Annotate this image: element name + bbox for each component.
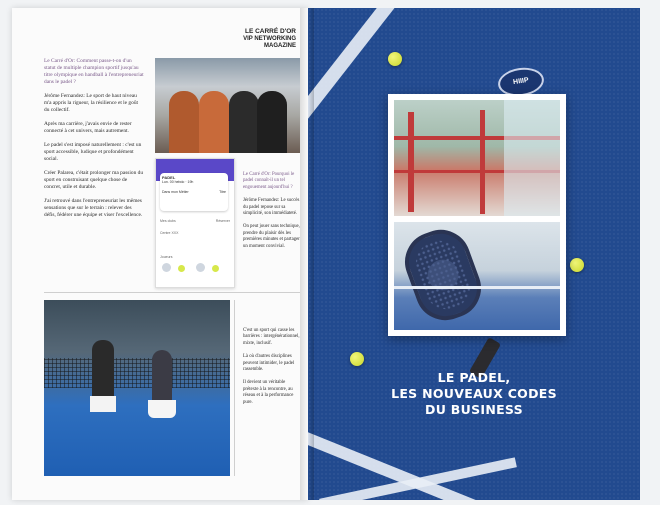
brand-logo: HIIIP (496, 65, 545, 99)
article-bottom-column (243, 328, 301, 413)
magazine-title: LE CARRÉ D'OR (244, 28, 296, 35)
app-screenshot (155, 158, 235, 288)
app-card-date: Lun. 00 hebdo · 19h (162, 180, 194, 184)
app-booking-card (160, 173, 228, 211)
app-card-label: Titre (219, 190, 226, 194)
racket-photo (394, 222, 560, 330)
cover-title-line: LES NOUVEAUX CODES (391, 386, 557, 401)
divider (44, 292, 300, 293)
app-row-label: Réserver (215, 219, 230, 223)
question-paragraph: Le Carré d'Or: Pourquoi le padel connaît-il un tel engouement aujourd'hui ? (243, 172, 295, 190)
question-paragraph: Le Carré d'Or: Comment passe-t-on d'un statut de multiple champion sportif jusqu'au titre olympique en handball à l'entrepreneuriat dans le padel ? (44, 58, 144, 85)
tennis-ball-icon (350, 352, 364, 366)
answer-paragraph: Après ma carrière, j'avais envie de rester connecté à cet univers, mais autrement. (44, 121, 132, 134)
app-row-label: Mes clubs (160, 219, 176, 223)
answer-paragraph: On peut jouer sans technique, prendre du plaisir dès les premières minutes et partager un moment convivial. (243, 224, 300, 249)
magazine-subtitle: VIP NETWORKING (243, 35, 296, 42)
answer-paragraph: Là où d'autres disciplines peuvent intimider, le padel rassemble. (243, 354, 295, 373)
answer-paragraph: J'ai retrouvé dans l'entrepreneuriat les mêmes sensations que sur le terrain : relever des défis, fédérer une équipe et viser l'excellence. (44, 198, 143, 218)
answer-paragraph: Il devient un véritable prétexte à la rencontre, au réseau et à la performance pure. (243, 380, 294, 405)
avatar (162, 263, 171, 272)
spine-shadow (300, 8, 314, 500)
cover-title-line: LE PADEL, (437, 370, 511, 385)
court-line (308, 408, 637, 500)
ball-icon (178, 265, 185, 272)
app-card-label: Dans mon Métier (162, 190, 189, 194)
cover-page (308, 8, 640, 500)
answer-paragraph: Jérôme Fernandez: Le succès du padel repose sur sa simplicité, son immédiateté. (243, 198, 300, 217)
cover-title (308, 370, 640, 418)
article-mid-column (243, 172, 301, 257)
answer-paragraph: Jérôme Fernandez: Le sport de haut niveau m'a appris la rigueur, la résilience et le goût du collectif. (44, 93, 139, 113)
divider (234, 300, 235, 476)
avatar (196, 263, 205, 272)
app-header: PADEL (162, 175, 176, 180)
left-page (12, 8, 308, 500)
court-line (319, 457, 517, 500)
ball-icon (212, 265, 219, 272)
team-photo (155, 58, 300, 153)
tennis-ball-icon (388, 52, 402, 66)
answer-paragraph: C'est un sport qui casse les barrières : intergénérationnel, mixte, inclusif. (243, 328, 300, 346)
cover-photo-frame (388, 94, 566, 336)
answer-paragraph: Créer Palarea, c'était prolonger ma passion du sport en construisant quelque chose de concret, utile et durable. (44, 170, 144, 190)
tennis-ball-icon (570, 258, 584, 272)
article-left-column (44, 58, 144, 226)
app-row-label: Joueurs (160, 255, 173, 259)
court-fence-photo (394, 100, 560, 216)
racket-icon (397, 222, 490, 329)
magazine-masthead (243, 28, 296, 51)
answer-paragraph: Le padel s'est imposé naturellement : c'est un sport accessible, ludique et profondément social. (44, 142, 142, 162)
players-photo (44, 300, 230, 476)
cover-title-line: DU BUSINESS (425, 402, 523, 417)
app-row-label: Centre XXX (160, 231, 179, 235)
magazine-subtitle: MAGAZINE (264, 43, 296, 49)
